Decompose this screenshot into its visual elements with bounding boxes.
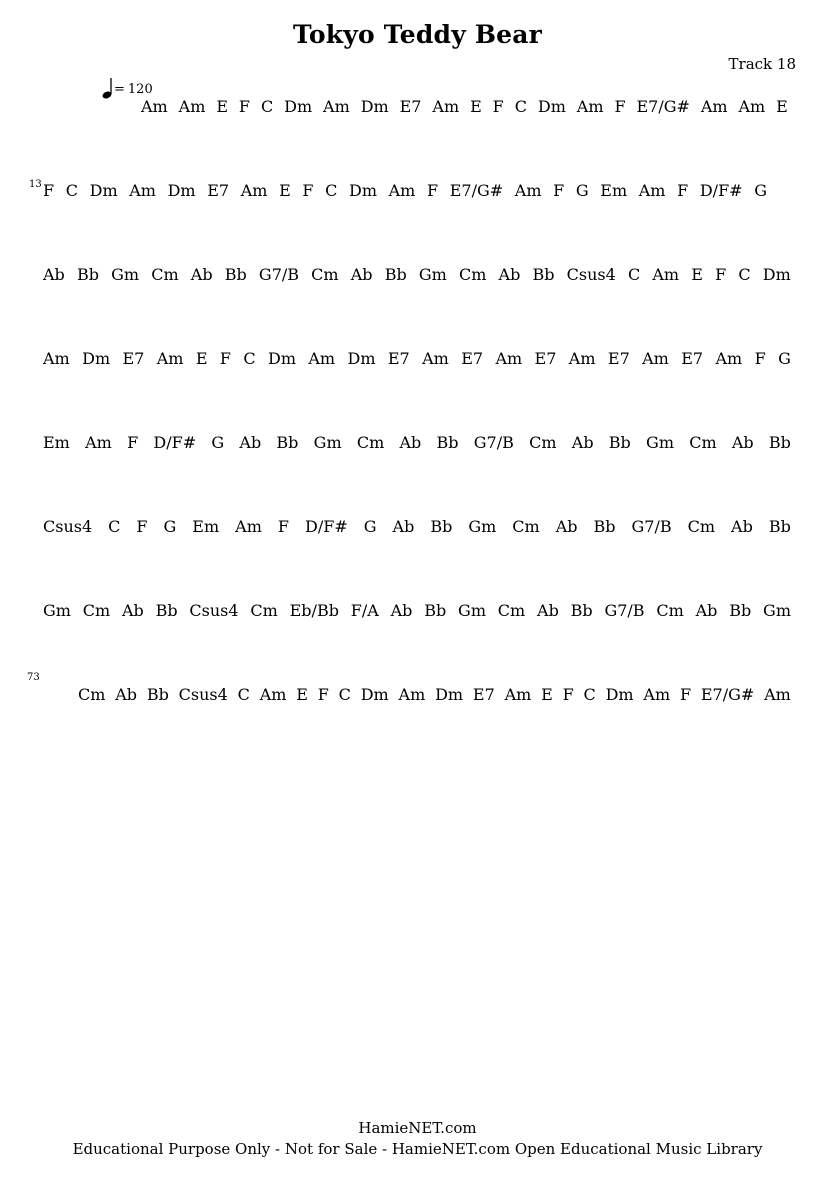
chord-symbol: Dm: [537, 97, 566, 116]
chord-symbol: Cm: [458, 265, 487, 284]
chord-symbol: C: [325, 181, 338, 200]
chord-symbol: Am: [240, 181, 268, 200]
chord-symbol: Ab: [239, 433, 262, 452]
chord-symbol: E: [216, 97, 228, 116]
chord-symbol: F/A: [350, 601, 379, 620]
chord-symbol: F: [677, 181, 689, 200]
chord-symbol: F: [219, 349, 231, 368]
chord-symbol: F: [43, 181, 55, 200]
chord-symbol: Am: [638, 181, 666, 200]
chord-symbol: Gm: [763, 601, 791, 620]
bar-number: 73: [27, 672, 40, 683]
chord-symbol: Cm: [689, 433, 717, 452]
chord-symbol: Bb: [729, 601, 752, 620]
chord-symbol: Am: [432, 97, 460, 116]
chord-symbol: G: [754, 181, 767, 200]
chord-symbol: Ab: [392, 517, 415, 536]
chord-symbol: Bb: [608, 433, 631, 452]
chord-symbol: G: [778, 349, 791, 368]
chord-symbol: Am: [715, 349, 743, 368]
chord-line: [141, 97, 788, 119]
chord-symbol: F: [614, 97, 626, 116]
chord-symbol: Bb: [424, 601, 447, 620]
chord-symbol: Cm: [151, 265, 179, 284]
chord-symbol: Bb: [430, 517, 453, 536]
chord-line: [43, 601, 791, 623]
track-label: Track 18: [728, 55, 796, 73]
chord-symbol: Bb: [593, 517, 616, 536]
tempo-text: [114, 82, 153, 97]
chord-symbol: C: [260, 97, 274, 116]
chord-symbol: Dm: [167, 181, 196, 200]
chord-symbol: Ab: [390, 601, 413, 620]
chord-symbol: E: [691, 265, 703, 284]
chord-symbol: F: [562, 685, 574, 704]
chord-symbol: Dm: [762, 265, 791, 284]
chord-symbol: G: [575, 181, 589, 200]
chord-symbol: D/F#: [699, 181, 743, 200]
footer-note: Educational Purpose Only - Not for Sale - HamieNET.com Open Educational Music Library: [72, 1140, 763, 1158]
chord-symbol: G7/B: [258, 265, 300, 284]
chord-symbol: F: [679, 685, 692, 704]
chord-symbol: F: [754, 349, 766, 368]
chord-symbol: F: [127, 433, 139, 452]
chord-symbol: Am: [388, 181, 416, 200]
chord-symbol: G7/B: [473, 433, 514, 452]
chord-symbol: G7/B: [604, 601, 645, 620]
chord-symbol: Dm: [605, 685, 634, 704]
chord-symbol: Am: [129, 181, 156, 200]
chord-symbol: F: [277, 517, 289, 536]
chord-symbol: F: [238, 97, 251, 116]
chord-symbol: E7: [122, 349, 145, 368]
bar-number: 13: [29, 179, 42, 190]
chord-symbol: E: [296, 685, 308, 704]
chord-symbol: Ab: [350, 265, 373, 284]
chord-symbol: Dm: [82, 349, 111, 368]
chord-symbol: Ab: [399, 433, 422, 452]
chord-symbol: Am: [764, 685, 791, 704]
chord-symbol: E: [195, 349, 208, 368]
chord-symbol: Bb: [436, 433, 459, 452]
chord-symbol: Am: [43, 349, 70, 368]
chord-line: [78, 685, 791, 707]
tempo-marking: [101, 77, 181, 99]
chord-symbol: Bb: [570, 601, 593, 620]
chord-symbol: Am: [422, 349, 449, 368]
chord-symbol: Am: [156, 349, 184, 368]
chord-symbol: Cm: [687, 517, 716, 536]
chord-symbol: C: [243, 349, 256, 368]
chord-symbol: E7: [461, 349, 484, 368]
chord-symbol: F: [302, 181, 314, 200]
chord-symbol: F: [426, 181, 439, 200]
chord-symbol: Ab: [498, 265, 521, 284]
chord-symbol: Csus4: [566, 265, 616, 284]
chord-symbol: Bb: [224, 265, 247, 284]
chord-symbol: Gm: [418, 265, 447, 284]
chord-symbol: Csus4: [178, 685, 228, 704]
chord-symbol: Am: [576, 97, 604, 116]
chord-symbol: Csus4: [43, 517, 93, 536]
chord-symbol: E: [776, 97, 788, 116]
chord-symbol: C: [338, 685, 351, 704]
chord-symbol: F: [553, 181, 565, 200]
chord-symbol: Dm: [89, 181, 118, 200]
chord-symbol: Cm: [656, 601, 684, 620]
chord-symbol: D/F#: [305, 517, 348, 536]
chord-symbol: Bb: [768, 517, 791, 536]
chord-symbol: Gm: [646, 433, 674, 452]
chord-symbol: Cm: [250, 601, 278, 620]
chord-symbol: Dm: [268, 349, 296, 368]
chord-line: [43, 517, 791, 539]
chord-symbol: C: [627, 265, 641, 284]
chord-symbol: E: [541, 685, 553, 704]
chord-symbol: Am: [504, 685, 532, 704]
chord-symbol: E7: [472, 685, 495, 704]
chord-symbol: Am: [85, 433, 112, 452]
chord-symbol: Em: [600, 181, 628, 200]
chord-symbol: Am: [178, 97, 206, 116]
chord-symbol: Ab: [731, 517, 753, 536]
chord-symbol: C: [237, 685, 250, 704]
chord-symbol: Am: [568, 349, 596, 368]
chord-symbol: Gm: [111, 265, 140, 284]
chord-symbol: Ab: [190, 265, 213, 284]
chord-symbol: Cm: [497, 601, 526, 620]
chord-symbol: Am: [141, 97, 168, 116]
chord-symbol: Ab: [731, 433, 754, 452]
chord-symbol: C: [108, 517, 121, 536]
chord-symbol: E7: [399, 97, 422, 116]
chord-symbol: C: [65, 181, 78, 200]
chord-symbol: Dm: [347, 349, 376, 368]
song-title: Tokyo Teddy Bear: [292, 20, 543, 49]
chord-symbol: E7/G#: [700, 685, 755, 704]
chord-symbol: Bb: [146, 685, 169, 704]
chord-symbol: Dm: [360, 685, 389, 704]
chord-line: [43, 349, 791, 371]
chord-symbol: Dm: [435, 685, 464, 704]
chord-symbol: Em: [43, 433, 70, 452]
chord-symbol: Am: [514, 181, 542, 200]
chord-symbol: E7: [534, 349, 557, 368]
chord-symbol: E7/G#: [449, 181, 504, 200]
chord-symbol: Am: [398, 685, 426, 704]
chord-symbol: G: [163, 517, 177, 536]
chord-symbol: Am: [259, 685, 287, 704]
chord-symbol: Am: [308, 349, 336, 368]
chord-symbol: E7/G#: [636, 97, 690, 116]
chord-symbol: E: [470, 97, 482, 116]
chord-symbol: C: [583, 685, 596, 704]
footer-site: HamieNET.com: [358, 1119, 477, 1137]
chord-symbol: Bb: [768, 433, 791, 452]
chord-symbol: Ab: [695, 601, 718, 620]
chord-symbol: Bb: [276, 433, 299, 452]
chord-symbol: Bb: [155, 601, 178, 620]
chord-symbol: E7: [681, 349, 704, 368]
quarter-note-icon: [101, 77, 113, 99]
chord-symbol: Bb: [532, 265, 555, 284]
chord-symbol: Am: [643, 685, 671, 704]
chord-symbol: F: [317, 685, 329, 704]
chord-symbol: Gm: [458, 601, 486, 620]
chord-symbol: Ab: [537, 601, 559, 620]
chord-symbol: E: [279, 181, 291, 200]
chord-symbol: Cm: [356, 433, 385, 452]
chord-symbol: Dm: [284, 97, 313, 116]
chord-symbol: Ab: [555, 517, 578, 536]
chord-symbol: C: [738, 265, 751, 284]
chord-symbol: Gm: [468, 517, 497, 536]
chord-symbol: G7/B: [631, 517, 672, 536]
chord-symbol: Gm: [43, 601, 71, 620]
chord-symbol: G: [363, 517, 377, 536]
chord-symbol: Am: [642, 349, 669, 368]
chord-symbol: E7: [607, 349, 630, 368]
chord-line: [43, 433, 791, 455]
chord-symbol: Em: [192, 517, 220, 536]
chord-symbol: Ab: [571, 433, 594, 452]
tempo-equals: =: [114, 82, 125, 97]
chord-symbol: E7: [387, 349, 410, 368]
chord-symbol: Cm: [78, 685, 106, 704]
chord-symbol: Am: [738, 97, 766, 116]
chord-line: [43, 181, 767, 203]
chord-symbol: Cm: [529, 433, 557, 452]
chord-symbol: E7: [207, 181, 230, 200]
chord-symbol: Bb: [384, 265, 407, 284]
chord-symbol: F: [136, 517, 148, 536]
chord-symbol: Ab: [122, 601, 144, 620]
chord-symbol: Dm: [348, 181, 377, 200]
chord-symbol: Gm: [313, 433, 342, 452]
chord-symbol: Eb/Bb: [289, 601, 339, 620]
chord-symbol: Bb: [76, 265, 99, 284]
chord-symbol: Am: [700, 97, 728, 116]
chord-symbol: F: [492, 97, 504, 116]
chord-symbol: Am: [495, 349, 523, 368]
chord-symbol: Am: [235, 517, 262, 536]
chord-symbol: Am: [323, 97, 350, 116]
chord-symbol: Cm: [82, 601, 111, 620]
chord-symbol: Cm: [311, 265, 339, 284]
chord-symbol: F: [715, 265, 727, 284]
tempo-bpm: 120: [127, 82, 153, 97]
chord-symbol: C: [514, 97, 527, 116]
chord-line: [43, 265, 791, 287]
chord-symbol: Am: [652, 265, 680, 284]
chord-symbol: Csus4: [189, 601, 239, 620]
chord-symbol: D/F#: [153, 433, 197, 452]
chord-symbol: Ab: [43, 265, 65, 284]
chord-symbol: G: [211, 433, 225, 452]
chord-symbol: Cm: [512, 517, 540, 536]
chord-symbol: Dm: [360, 97, 389, 116]
chord-symbol: Ab: [115, 685, 138, 704]
